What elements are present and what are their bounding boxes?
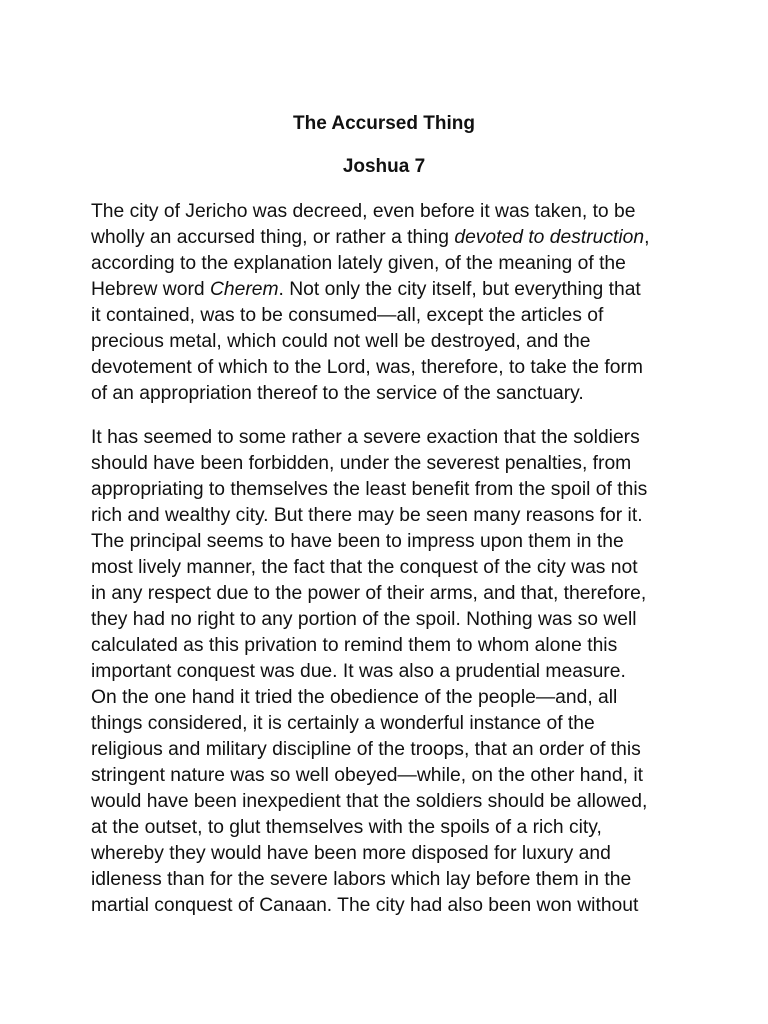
document-subtitle: Joshua 7 (342, 156, 426, 177)
paragraph-1 (91, 199, 681, 407)
paragraph-2-line: religious and military discipline of the troops, that an order of this (91, 739, 641, 760)
paragraph-1-line: devotement of which to the Lord, was, therefore, to take the form (91, 357, 643, 378)
paragraph-2-line: On the one hand it tried the obedience of the people—and, all (91, 687, 618, 708)
paragraph-1-line: precious metal, which could not well be destroyed, and the (91, 331, 591, 352)
paragraph-1-line: according to the explanation lately given, of the meaning of the (91, 253, 626, 274)
paragraph-2-line: appropriating to themselves the least benefit from the spoil of this (91, 479, 648, 500)
italic-word: Cherem (209, 279, 279, 300)
paragraph-2-line: The principal seems to have been to impress upon them in the (91, 531, 624, 552)
paragraph-2-line: idleness than for the severe labors which lay before them in the (91, 869, 632, 890)
paragraph-2-line: should have been forbidden, under the severest penalties, from (91, 453, 632, 474)
paragraph-2-line: martial conquest of Canaan. The city had also been won without (91, 895, 639, 916)
paragraph-2-line: whereby they would have been more disposed for luxury and (91, 843, 611, 864)
paragraph-2-line: important conquest was due. It was also a prudential measure. (91, 661, 626, 682)
paragraph-2-line: rich and wealthy city. But there may be seen many reasons for it. (91, 505, 643, 526)
paragraph-1-line: it contained, was to be consumed—all, except the articles of (91, 305, 604, 326)
paragraph-2-line: most lively manner, the fact that the conquest of the city was not (91, 557, 638, 578)
paragraph-2-line: would have been inexpedient that the soldiers should be allowed, (91, 791, 648, 812)
paragraph-1-line: The city of Jericho was decreed, even before it was taken, to be (91, 201, 636, 222)
text-run: , (644, 227, 650, 248)
paragraph-2-line: things considered, it is certainly a wonderful instance of the (91, 713, 595, 734)
paragraph-2-line: stringent nature was so well obeyed—while, on the other hand, it (91, 765, 643, 786)
paragraph-1-line (91, 225, 681, 251)
text-run: wholly an accursed thing, or rather a thing (91, 227, 455, 248)
paragraph-1-line: of an appropriation thereof to the service of the sanctuary. (91, 383, 584, 404)
paragraph-2-line: calculated as this privation to remind them to whom alone this (91, 635, 618, 656)
document-title: The Accursed Thing (293, 113, 475, 134)
paragraph-2 (91, 425, 681, 919)
paragraph-2-line: at the outset, to glut themselves with the spoils of a rich city, (91, 817, 602, 838)
paragraph-2-line: It has seemed to some rather a severe exaction that the soldiers (91, 427, 640, 448)
paragraph-1-line (91, 277, 681, 303)
paragraph-2-line: in any respect due to the power of their arms, and that, therefore, (91, 583, 647, 604)
text-run: Hebrew word (91, 279, 210, 300)
paragraph-2-line: they had no right to any portion of the spoil. Nothing was so well (91, 609, 637, 630)
text-run: . Not only the city itself, but everything that (278, 279, 641, 300)
italic-phrase: devoted to destruction (454, 227, 645, 248)
